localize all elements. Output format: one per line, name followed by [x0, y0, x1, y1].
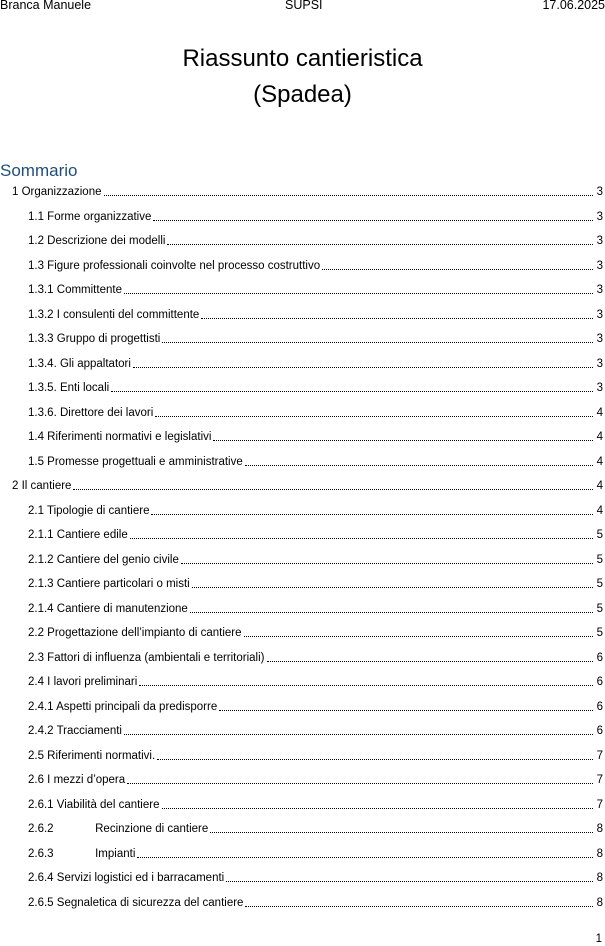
page-number: 1 — [595, 933, 602, 945]
toc-entry-label: 2.6.2 Recinzione di cantiere — [28, 823, 209, 835]
toc-entry-page: 5 — [596, 602, 603, 615]
toc-entry-label: 1.5 Promesse progettuali e amministrative — [28, 455, 243, 468]
toc-entry[interactable] — [28, 524, 603, 542]
toc-entry[interactable] — [28, 377, 603, 395]
toc-entry-label: 2.4 I lavori preliminari — [28, 676, 138, 688]
toc-entry-page: 5 — [596, 627, 603, 639]
document-title: Riassunto cantieristica — [182, 45, 423, 72]
toc-leader-dots — [245, 465, 593, 466]
toc-entry[interactable] — [28, 328, 603, 346]
toc-entry-label: 1.3.6. Direttore dei lavori — [28, 406, 154, 419]
toc-leader-dots — [192, 587, 593, 588]
toc-leader-dots — [213, 440, 593, 441]
toc-entry[interactable] — [28, 353, 603, 371]
toc-entry-label: 2.5 Riferimenti normativi. — [28, 749, 156, 762]
toc-leader-dots — [137, 857, 593, 858]
toc-entry[interactable] — [28, 573, 603, 591]
toc-entry-label: 1.3.5. Enti locali — [28, 382, 110, 394]
toc-entry-label: 1.3.4. Gli appaltatori — [28, 357, 131, 370]
toc-leader-dots — [157, 759, 593, 760]
toc-entry[interactable] — [28, 769, 603, 787]
toc-entry-label: 2.1.1 Cantiere edile — [28, 529, 128, 541]
toc-entry[interactable] — [12, 181, 603, 199]
toc-entry-label: 2.6.5 Segnaletica di sicurezza del cantiere — [28, 896, 244, 909]
toc-entry-page: 5 — [596, 578, 603, 590]
toc-leader-dots — [244, 636, 593, 637]
toc-heading: Sommario — [0, 161, 78, 180]
toc-entry-page: 8 — [596, 872, 603, 884]
toc-entry-page: 6 — [596, 676, 603, 688]
toc-entry-label: 1.2 Descrizione dei modelli — [28, 235, 166, 247]
toc-entry-page: 8 — [596, 896, 603, 909]
toc-entry[interactable] — [28, 598, 603, 616]
toc-entry[interactable] — [28, 647, 603, 665]
toc-leader-dots — [155, 416, 593, 417]
toc-leader-dots — [210, 832, 593, 833]
toc-entry-page: 7 — [596, 774, 603, 786]
toc-entry-label: 1.3.3 Gruppo di progettisti — [28, 333, 161, 345]
toc-entry[interactable] — [28, 426, 603, 444]
toc-entry-page: 7 — [596, 798, 603, 811]
toc-leader-dots — [245, 906, 593, 907]
toc-entry[interactable] — [28, 794, 603, 812]
header-date: 17.06.2025 — [542, 0, 605, 12]
toc-leader-dots — [130, 538, 593, 539]
toc-leader-dots — [127, 783, 593, 784]
document-subtitle: (Spadea) — [253, 81, 352, 108]
toc-entry-label: 1.3.2 I consulenti del committente — [28, 308, 200, 321]
toc-entry[interactable] — [28, 745, 603, 763]
toc-entry-label: 1.3 Figure professionali coinvolte nel processo costruttivo — [28, 259, 321, 272]
toc-entry-label: 2.6.3 Impianti — [28, 847, 136, 860]
toc-entry-page: 7 — [596, 749, 603, 762]
toc-leader-dots — [124, 293, 593, 294]
toc-leader-dots — [226, 881, 593, 882]
header-institution: SUPSI — [285, 0, 323, 12]
toc-entry-label: 2.4.1 Aspetti principali da predisporre — [28, 700, 218, 713]
toc-entry-page: 3 — [596, 210, 603, 223]
toc-leader-dots — [267, 661, 594, 662]
toc-leader-dots — [133, 367, 593, 368]
toc-entry[interactable] — [28, 549, 603, 567]
toc-entry[interactable] — [28, 255, 603, 273]
toc-entry-page: 3 — [596, 357, 603, 370]
toc-entry-label: 2.3 Fattori di influenza (ambientali e territoriali) — [28, 651, 265, 664]
toc-entry[interactable] — [28, 671, 603, 689]
toc-entry-page: 3 — [596, 186, 603, 198]
toc-entry-label: 2.6.4 Servizi logistici ed i barracamenti — [28, 872, 225, 884]
toc-entry-label: 1.4 Riferimenti normativi e legislativi — [28, 431, 212, 443]
toc-entry-page: 4 — [596, 455, 603, 468]
toc-entry-page: 8 — [596, 847, 603, 860]
toc-entry-page: 6 — [596, 700, 603, 713]
toc-leader-dots — [153, 220, 593, 221]
toc-entry-page: 3 — [596, 333, 603, 345]
toc-entry-label: 2.1.2 Cantiere del genio civile — [28, 553, 179, 566]
toc-entry-page: 4 — [596, 431, 603, 443]
toc-leader-dots — [162, 342, 593, 343]
toc-entry-page: 8 — [596, 823, 603, 835]
toc-leader-dots — [104, 195, 594, 196]
header-author: Branca Manuele — [0, 0, 92, 12]
toc-leader-dots — [167, 244, 593, 245]
toc-entry[interactable] — [28, 304, 603, 322]
toc-entry-label: 1.1 Forme organizzative — [28, 210, 152, 223]
toc-leader-dots — [322, 269, 593, 270]
toc-entry[interactable] — [12, 475, 603, 493]
toc-entry-page: 4 — [596, 406, 603, 419]
toc-entry[interactable] — [28, 696, 603, 714]
toc-entry[interactable] — [28, 451, 603, 469]
toc-entry-page: 4 — [596, 504, 603, 517]
toc-leader-dots — [73, 489, 593, 490]
toc-entry-label: 1 Organizzazione — [12, 186, 102, 198]
toc-entry-label: 2 Il cantiere — [12, 480, 72, 492]
toc-entry-page: 5 — [596, 529, 603, 541]
toc-entry[interactable] — [28, 402, 603, 420]
toc-entry-label: 2.6.1 Viabilità del cantiere — [28, 798, 160, 811]
toc-leader-dots — [190, 612, 593, 613]
toc-entry[interactable] — [28, 818, 603, 836]
toc-entry-page: 5 — [596, 553, 603, 566]
toc-entry[interactable] — [28, 892, 603, 910]
toc-entry[interactable] — [28, 867, 603, 885]
toc-entry-label: 2.6 I mezzi d’opera — [28, 774, 126, 786]
toc-leader-dots — [151, 514, 593, 515]
toc-entry-page: 3 — [596, 382, 603, 394]
toc-entry-label: 2.1 Tipologie di cantiere — [28, 504, 150, 517]
toc-leader-dots — [181, 563, 593, 564]
toc-entry-page: 3 — [596, 259, 603, 272]
toc-entry[interactable] — [28, 500, 603, 518]
toc-entry-page: 3 — [596, 308, 603, 321]
toc-leader-dots — [124, 734, 593, 735]
toc-leader-dots — [219, 710, 593, 711]
toc-entry-label: 1.3.1 Committente — [28, 284, 122, 296]
toc-entry-page: 4 — [596, 480, 603, 492]
toc-leader-dots — [111, 391, 593, 392]
toc-entry-label: 2.2 Progettazione dell’impianto di cantiere — [28, 627, 242, 639]
toc-leader-dots — [162, 808, 594, 809]
toc-entry[interactable] — [28, 279, 603, 297]
toc-entry-page: 3 — [596, 235, 603, 247]
toc-entry-page: 3 — [596, 284, 603, 296]
toc-entry-label: 2.1.3 Cantiere particolari o misti — [28, 578, 190, 590]
toc-leader-dots — [201, 318, 593, 319]
toc-entry[interactable] — [28, 843, 603, 861]
toc-entry-label: 2.4.2 Tracciamenti — [28, 725, 122, 737]
toc-entry[interactable] — [28, 622, 603, 640]
toc-entry-label: 2.1.4 Cantiere di manutenzione — [28, 602, 188, 615]
toc-entry-page: 6 — [596, 651, 603, 664]
toc-entry[interactable] — [28, 230, 603, 248]
toc-entry[interactable] — [28, 720, 603, 738]
toc-entry-page: 6 — [596, 725, 603, 737]
toc-entry[interactable] — [28, 206, 603, 224]
toc-leader-dots — [139, 685, 593, 686]
